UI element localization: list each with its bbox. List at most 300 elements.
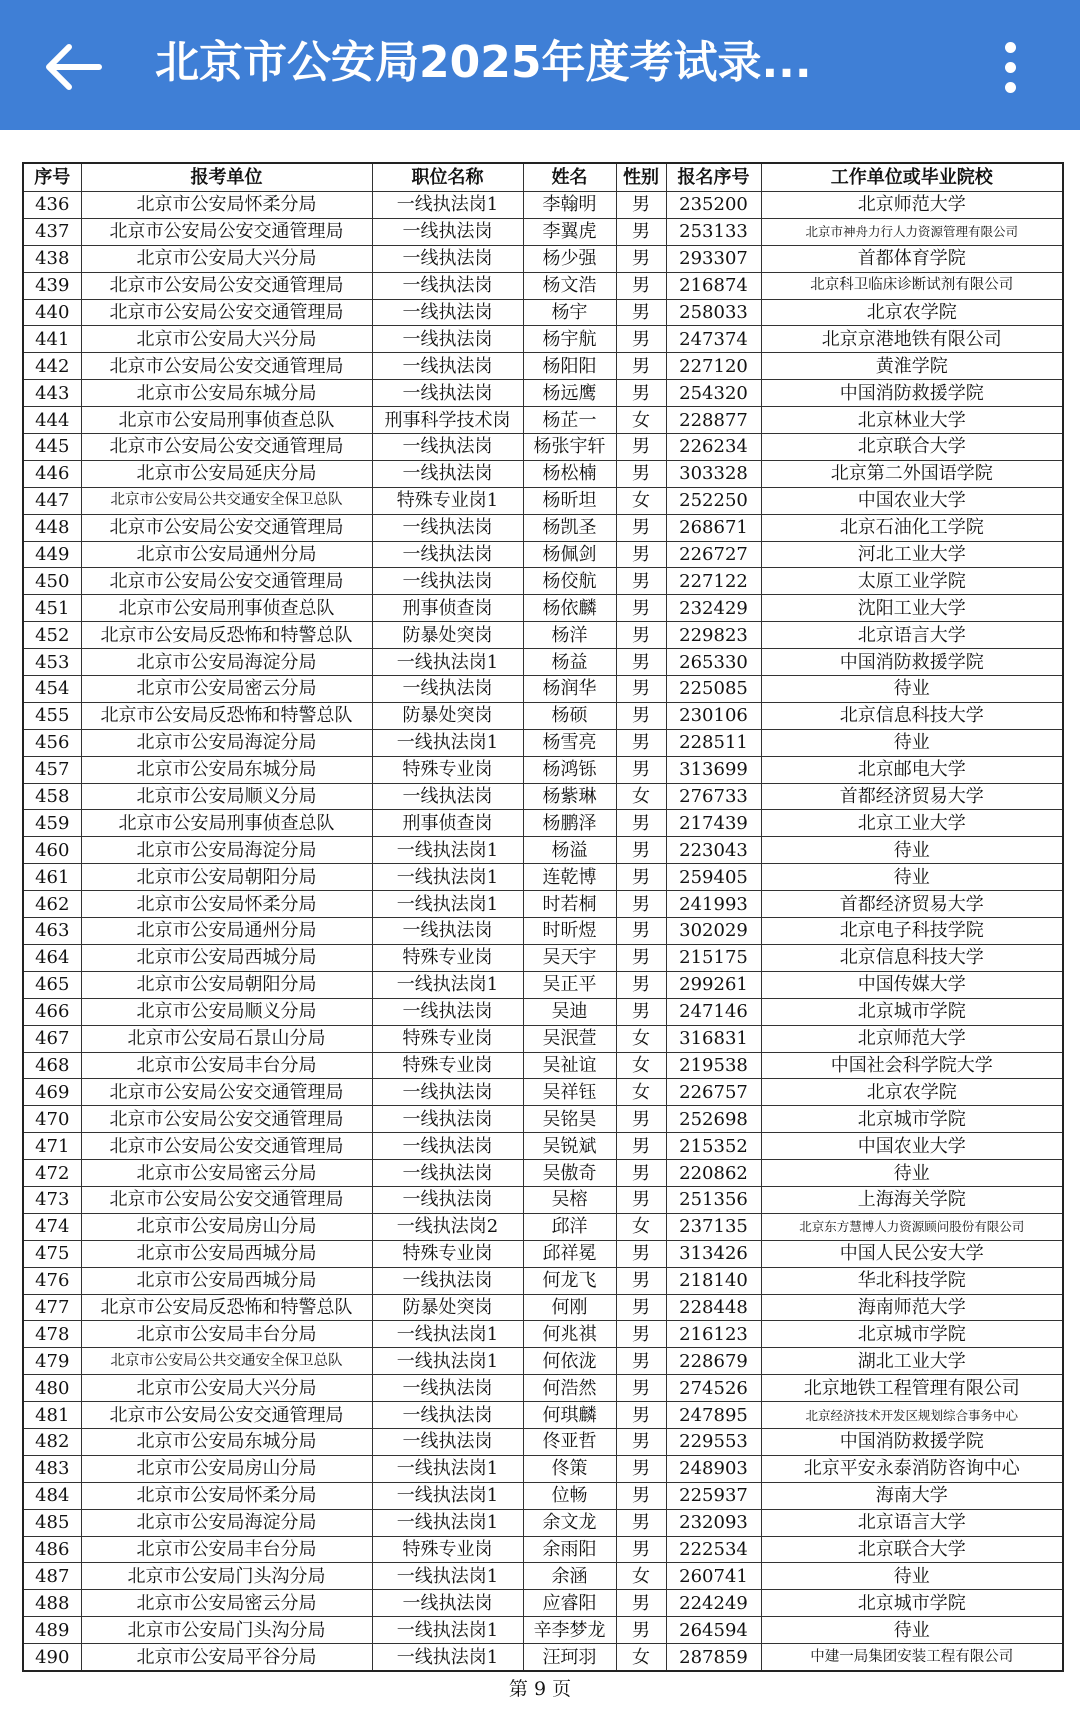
cell-gender: 男 [616,1160,666,1187]
cell-unit: 北京市公安局公安交通管理局 [81,514,372,541]
table-row [23,837,1063,864]
table-row [23,541,1063,568]
cell-unit: 北京市公安局公安交通管理局 [81,272,372,299]
cell-seq: 441 [23,326,81,353]
cell-reg-no: 260741 [666,1563,761,1590]
cell-unit: 北京市公安局丰台分局 [81,1321,372,1348]
cell-reg-no: 227122 [666,568,761,595]
cell-school: 上海海关学院 [761,1186,1063,1213]
cell-reg-no: 287859 [666,1644,761,1671]
cell-unit: 北京市公安局海淀分局 [81,837,372,864]
cell-position: 一线执法岗1 [372,837,523,864]
table-row [23,1267,1063,1294]
cell-school: 中国农业大学 [761,1133,1063,1160]
table-row [23,434,1063,461]
cell-reg-no: 247146 [666,998,761,1025]
cell-unit: 北京市公安局公共交通安全保卫总队 [81,1348,372,1375]
cell-name: 时昕煜 [523,918,616,945]
cell-name: 杨溢 [523,837,616,864]
cell-seq: 463 [23,918,81,945]
cell-gender: 女 [616,1644,666,1671]
cell-position: 一线执法岗 [372,514,523,541]
cell-seq: 453 [23,649,81,676]
cell-position: 一线执法岗1 [372,864,523,891]
cell-unit: 北京市公安局公安交通管理局 [81,1186,372,1213]
table-row [23,756,1063,783]
cell-position: 一线执法岗 [372,1375,523,1402]
cell-gender: 男 [616,245,666,272]
cell-name: 李翼虎 [523,218,616,245]
table-row [23,1482,1063,1509]
column-header-gender: 性别 [616,163,666,192]
page-title: 北京市公安局2025年度考试录... [155,37,812,88]
table-row [23,514,1063,541]
cell-seq: 482 [23,1428,81,1455]
cell-position: 一线执法岗 [372,1106,523,1133]
cell-name: 杨佼航 [523,568,616,595]
cell-school: 中国传媒大学 [761,971,1063,998]
cell-unit: 北京市公安局刑事侦查总队 [81,407,372,434]
cell-gender: 男 [616,380,666,407]
cell-reg-no: 254320 [666,380,761,407]
cell-gender: 男 [616,1321,666,1348]
cell-reg-no: 219538 [666,1052,761,1079]
cell-school: 北京城市学院 [761,1590,1063,1617]
cell-unit: 北京市公安局怀柔分局 [81,1482,372,1509]
cell-reg-no: 230106 [666,702,761,729]
column-header-position: 职位名称 [372,163,523,192]
cell-position: 一线执法岗 [372,326,523,353]
cell-position: 一线执法岗 [372,272,523,299]
cell-name: 余文龙 [523,1509,616,1536]
cell-unit: 北京市公安局公安交通管理局 [81,1106,372,1133]
cell-gender: 女 [616,1025,666,1052]
cell-school: 海南师范大学 [761,1294,1063,1321]
cell-unit: 北京市公安局平谷分局 [81,1644,372,1671]
cell-school: 河北工业大学 [761,541,1063,568]
cell-unit: 北京市公安局公安交通管理局 [81,1402,372,1429]
table-row [23,891,1063,918]
table-header-row [23,163,1063,192]
cell-name: 吴泯萱 [523,1025,616,1052]
cell-position: 刑事侦查岗 [372,810,523,837]
cell-position: 一线执法岗 [372,218,523,245]
cell-name: 吴迪 [523,998,616,1025]
cell-gender: 男 [616,622,666,649]
cell-position: 一线执法岗 [372,998,523,1025]
cell-unit: 北京市公安局通州分局 [81,541,372,568]
cell-gender: 男 [616,1294,666,1321]
cell-school: 北京工业大学 [761,810,1063,837]
cell-name: 杨远鹰 [523,380,616,407]
cell-reg-no: 303328 [666,460,761,487]
cell-gender: 女 [616,1213,666,1240]
cell-reg-no: 215352 [666,1133,761,1160]
cell-seq: 490 [23,1644,81,1671]
cell-reg-no: 293307 [666,245,761,272]
cell-gender: 男 [616,1106,666,1133]
cell-seq: 489 [23,1617,81,1644]
cell-school: 北京师范大学 [761,192,1063,219]
cell-seq: 488 [23,1590,81,1617]
cell-unit: 北京市公安局海淀分局 [81,1509,372,1536]
cell-reg-no: 218140 [666,1267,761,1294]
cell-school: 首都体育学院 [761,245,1063,272]
cell-reg-no: 247895 [666,1402,761,1429]
cell-position: 一线执法岗1 [372,1644,523,1671]
cell-reg-no: 222534 [666,1536,761,1563]
cell-name: 杨松楠 [523,460,616,487]
cell-name: 吴锐斌 [523,1133,616,1160]
cell-school: 北京石油化工学院 [761,514,1063,541]
cell-gender: 男 [616,676,666,703]
cell-seq: 476 [23,1267,81,1294]
cell-gender: 男 [616,1590,666,1617]
cell-school: 中国人民公安大学 [761,1240,1063,1267]
cell-unit: 北京市公安局西城分局 [81,1267,372,1294]
cell-position: 一线执法岗 [372,918,523,945]
cell-name: 佟亚哲 [523,1428,616,1455]
table-row [23,272,1063,299]
cell-position: 一线执法岗1 [372,649,523,676]
cell-seq: 481 [23,1402,81,1429]
table-row [23,1160,1063,1187]
cell-seq: 460 [23,837,81,864]
table-row [23,783,1063,810]
cell-reg-no: 226234 [666,434,761,461]
table-row [23,1052,1063,1079]
cell-unit: 北京市公安局公安交通管理局 [81,1079,372,1106]
cell-name: 杨宇航 [523,326,616,353]
cell-unit: 北京市公安局门头沟分局 [81,1617,372,1644]
cell-unit: 北京市公安局密云分局 [81,1160,372,1187]
cell-gender: 男 [616,971,666,998]
cell-gender: 男 [616,1509,666,1536]
cell-school: 北京信息科技大学 [761,944,1063,971]
cell-seq: 477 [23,1294,81,1321]
cell-name: 吴天宇 [523,944,616,971]
cell-position: 刑事侦查岗 [372,595,523,622]
cell-school: 待业 [761,1160,1063,1187]
cell-position: 一线执法岗 [372,434,523,461]
cell-seq: 437 [23,218,81,245]
cell-name: 位畅 [523,1482,616,1509]
cell-name: 杨依麟 [523,595,616,622]
cell-reg-no: 316831 [666,1025,761,1052]
cell-gender: 男 [616,1375,666,1402]
cell-reg-no: 225937 [666,1482,761,1509]
cell-name: 汪珂羽 [523,1644,616,1671]
cell-gender: 男 [616,1455,666,1482]
cell-name: 吴祉谊 [523,1052,616,1079]
cell-reg-no: 302029 [666,918,761,945]
cell-seq: 446 [23,460,81,487]
cell-seq: 467 [23,1025,81,1052]
cell-reg-no: 229553 [666,1428,761,1455]
cell-position: 一线执法岗 [372,1402,523,1429]
cell-name: 辛李梦龙 [523,1617,616,1644]
cell-school: 华北科技学院 [761,1267,1063,1294]
cell-school: 黄淮学院 [761,353,1063,380]
cell-unit: 北京市公安局朝阳分局 [81,864,372,891]
cell-reg-no: 258033 [666,299,761,326]
cell-name: 杨鹏泽 [523,810,616,837]
cell-school: 待业 [761,676,1063,703]
cell-gender: 男 [616,1348,666,1375]
cell-gender: 男 [616,1133,666,1160]
table-row [23,1563,1063,1590]
cell-name: 吴铭昊 [523,1106,616,1133]
cell-school: 待业 [761,837,1063,864]
cell-seq: 449 [23,541,81,568]
cell-position: 一线执法岗 [372,1079,523,1106]
cell-school: 海南大学 [761,1482,1063,1509]
cell-gender: 男 [616,1267,666,1294]
cell-gender: 男 [616,568,666,595]
cell-name: 李翰明 [523,192,616,219]
cell-school: 太原工业学院 [761,568,1063,595]
cell-gender: 男 [616,299,666,326]
cell-gender: 男 [616,1428,666,1455]
table-row [23,1402,1063,1429]
cell-reg-no: 268671 [666,514,761,541]
cell-unit: 北京市公安局房山分局 [81,1213,372,1240]
cell-position: 一线执法岗 [372,1428,523,1455]
cell-name: 杨洋 [523,622,616,649]
cell-gender: 男 [616,272,666,299]
cell-unit: 北京市公安局东城分局 [81,380,372,407]
cell-school: 北京第二外国语学院 [761,460,1063,487]
cell-name: 杨昕坦 [523,487,616,514]
cell-school: 中国消防救援学院 [761,380,1063,407]
cell-position: 一线执法岗1 [372,1455,523,1482]
cell-position: 一线执法岗 [372,353,523,380]
table-body [23,192,1063,1671]
table-row [23,487,1063,514]
cell-seq: 455 [23,702,81,729]
cell-school: 待业 [761,864,1063,891]
cell-seq: 447 [23,487,81,514]
cell-reg-no: 241993 [666,891,761,918]
cell-reg-no: 220862 [666,1160,761,1187]
table-row [23,460,1063,487]
cell-school: 中国消防救援学院 [761,1428,1063,1455]
more-vertical-icon [1005,42,1016,53]
table-row [23,192,1063,219]
table-row [23,1025,1063,1052]
cell-seq: 471 [23,1133,81,1160]
cell-reg-no: 223043 [666,837,761,864]
cell-seq: 485 [23,1509,81,1536]
cell-gender: 女 [616,407,666,434]
cell-gender: 女 [616,487,666,514]
cell-position: 一线执法岗 [372,460,523,487]
cell-name: 何刚 [523,1294,616,1321]
cell-position: 一线执法岗 [372,1186,523,1213]
cell-school: 北京地铁工程管理有限公司 [761,1375,1063,1402]
cell-seq: 443 [23,380,81,407]
document-page [22,162,1062,1672]
page-number: 第 9 页 [508,1678,572,1700]
cell-unit: 北京市公安局公安交通管理局 [81,299,372,326]
table-row [23,1590,1063,1617]
table-row [23,1133,1063,1160]
cell-seq: 457 [23,756,81,783]
cell-position: 一线执法岗 [372,783,523,810]
table-row [23,864,1063,891]
cell-name: 杨文浩 [523,272,616,299]
cell-name: 杨宇 [523,299,616,326]
cell-seq: 452 [23,622,81,649]
cell-unit: 北京市公安局大兴分局 [81,326,372,353]
cell-name: 杨润华 [523,676,616,703]
cell-seq: 461 [23,864,81,891]
cell-unit: 北京市公安局反恐怖和特警总队 [81,702,372,729]
cell-unit: 北京市公安局丰台分局 [81,1052,372,1079]
cell-school: 北京电子科技学院 [761,918,1063,945]
table-row [23,1509,1063,1536]
cell-position: 一线执法岗1 [372,729,523,756]
cell-seq: 436 [23,192,81,219]
cell-seq: 475 [23,1240,81,1267]
cell-name: 何浩然 [523,1375,616,1402]
table-row [23,218,1063,245]
cell-reg-no: 265330 [666,649,761,676]
cell-seq: 456 [23,729,81,756]
back-arrow-icon [43,42,103,92]
table-row [23,595,1063,622]
cell-unit: 北京市公安局公安交通管理局 [81,218,372,245]
back-button[interactable] [28,22,118,112]
table-row [23,810,1063,837]
cell-unit: 北京市公安局公共交通安全保卫总队 [81,487,372,514]
cell-reg-no: 216123 [666,1321,761,1348]
cell-seq: 474 [23,1213,81,1240]
cell-seq: 450 [23,568,81,595]
cell-position: 特殊专业岗 [372,944,523,971]
table-row [23,1240,1063,1267]
table-row [23,1536,1063,1563]
cell-school: 中建一局集团安装工程有限公司 [761,1644,1063,1671]
table-row [23,1321,1063,1348]
cell-name: 杨凯圣 [523,514,616,541]
cell-school: 北京农学院 [761,1079,1063,1106]
cell-school: 北京京港地铁有限公司 [761,326,1063,353]
cell-seq: 487 [23,1563,81,1590]
cell-unit: 北京市公安局延庆分局 [81,460,372,487]
cell-reg-no: 229823 [666,622,761,649]
cell-school: 待业 [761,1563,1063,1590]
cell-unit: 北京市公安局顺义分局 [81,783,372,810]
cell-position: 一线执法岗1 [372,1482,523,1509]
cell-gender: 男 [616,192,666,219]
cell-gender: 男 [616,918,666,945]
cell-gender: 男 [616,998,666,1025]
table-row [23,245,1063,272]
cell-name: 何龙飞 [523,1267,616,1294]
cell-position: 一线执法岗1 [372,192,523,219]
cell-unit: 北京市公安局大兴分局 [81,1375,372,1402]
cell-reg-no: 224249 [666,1590,761,1617]
cell-position: 一线执法岗1 [372,1321,523,1348]
cell-school: 首都经济贸易大学 [761,783,1063,810]
cell-name: 杨益 [523,649,616,676]
table-row [23,380,1063,407]
cell-seq: 472 [23,1160,81,1187]
cell-unit: 北京市公安局海淀分局 [81,649,372,676]
more-options-button[interactable] [980,22,1040,112]
cell-reg-no: 276733 [666,783,761,810]
cell-seq: 448 [23,514,81,541]
cell-seq: 458 [23,783,81,810]
cell-position: 防暴处突岗 [372,702,523,729]
cell-school: 北京师范大学 [761,1025,1063,1052]
cell-reg-no: 264594 [666,1617,761,1644]
cell-position: 防暴处突岗 [372,622,523,649]
cell-reg-no: 247374 [666,326,761,353]
cell-position: 刑事科学技术岗 [372,407,523,434]
cell-unit: 北京市公安局密云分局 [81,1590,372,1617]
cell-reg-no: 225085 [666,676,761,703]
cell-school: 待业 [761,1617,1063,1644]
table-row [23,1106,1063,1133]
cell-seq: 459 [23,810,81,837]
cell-name: 杨芷一 [523,407,616,434]
cell-position: 一线执法岗 [372,541,523,568]
cell-school: 沈阳工业大学 [761,595,1063,622]
cell-name: 杨佩剑 [523,541,616,568]
cell-reg-no: 228679 [666,1348,761,1375]
table-row [23,622,1063,649]
column-header-reg-no: 报名序号 [666,163,761,192]
cell-school: 中国消防救援学院 [761,649,1063,676]
cell-position: 一线执法岗1 [372,1509,523,1536]
cell-reg-no: 251356 [666,1186,761,1213]
cell-seq: 473 [23,1186,81,1213]
cell-gender: 男 [616,837,666,864]
cell-gender: 男 [616,1617,666,1644]
cell-seq: 444 [23,407,81,434]
cell-unit: 北京市公安局公安交通管理局 [81,568,372,595]
table-row [23,407,1063,434]
cell-unit: 北京市公安局门头沟分局 [81,1563,372,1590]
cell-unit: 北京市公安局公安交通管理局 [81,1133,372,1160]
cell-position: 一线执法岗 [372,1590,523,1617]
cell-position: 一线执法岗 [372,1133,523,1160]
cell-name: 应睿阳 [523,1590,616,1617]
cell-seq: 479 [23,1348,81,1375]
cell-unit: 北京市公安局怀柔分局 [81,192,372,219]
table-row [23,1294,1063,1321]
cell-name: 杨少强 [523,245,616,272]
cell-name: 邱洋 [523,1213,616,1240]
cell-gender: 男 [616,1402,666,1429]
cell-seq: 469 [23,1079,81,1106]
cell-seq: 464 [23,944,81,971]
cell-reg-no: 237135 [666,1213,761,1240]
cell-unit: 北京市公安局顺义分局 [81,998,372,1025]
cell-unit: 北京市公安局丰台分局 [81,1536,372,1563]
cell-reg-no: 226727 [666,541,761,568]
cell-gender: 男 [616,218,666,245]
cell-position: 一线执法岗1 [372,891,523,918]
cell-gender: 男 [616,864,666,891]
cell-seq: 445 [23,434,81,461]
table-row [23,299,1063,326]
cell-position: 防暴处突岗 [372,1294,523,1321]
table-row [23,944,1063,971]
cell-unit: 北京市公安局密云分局 [81,676,372,703]
